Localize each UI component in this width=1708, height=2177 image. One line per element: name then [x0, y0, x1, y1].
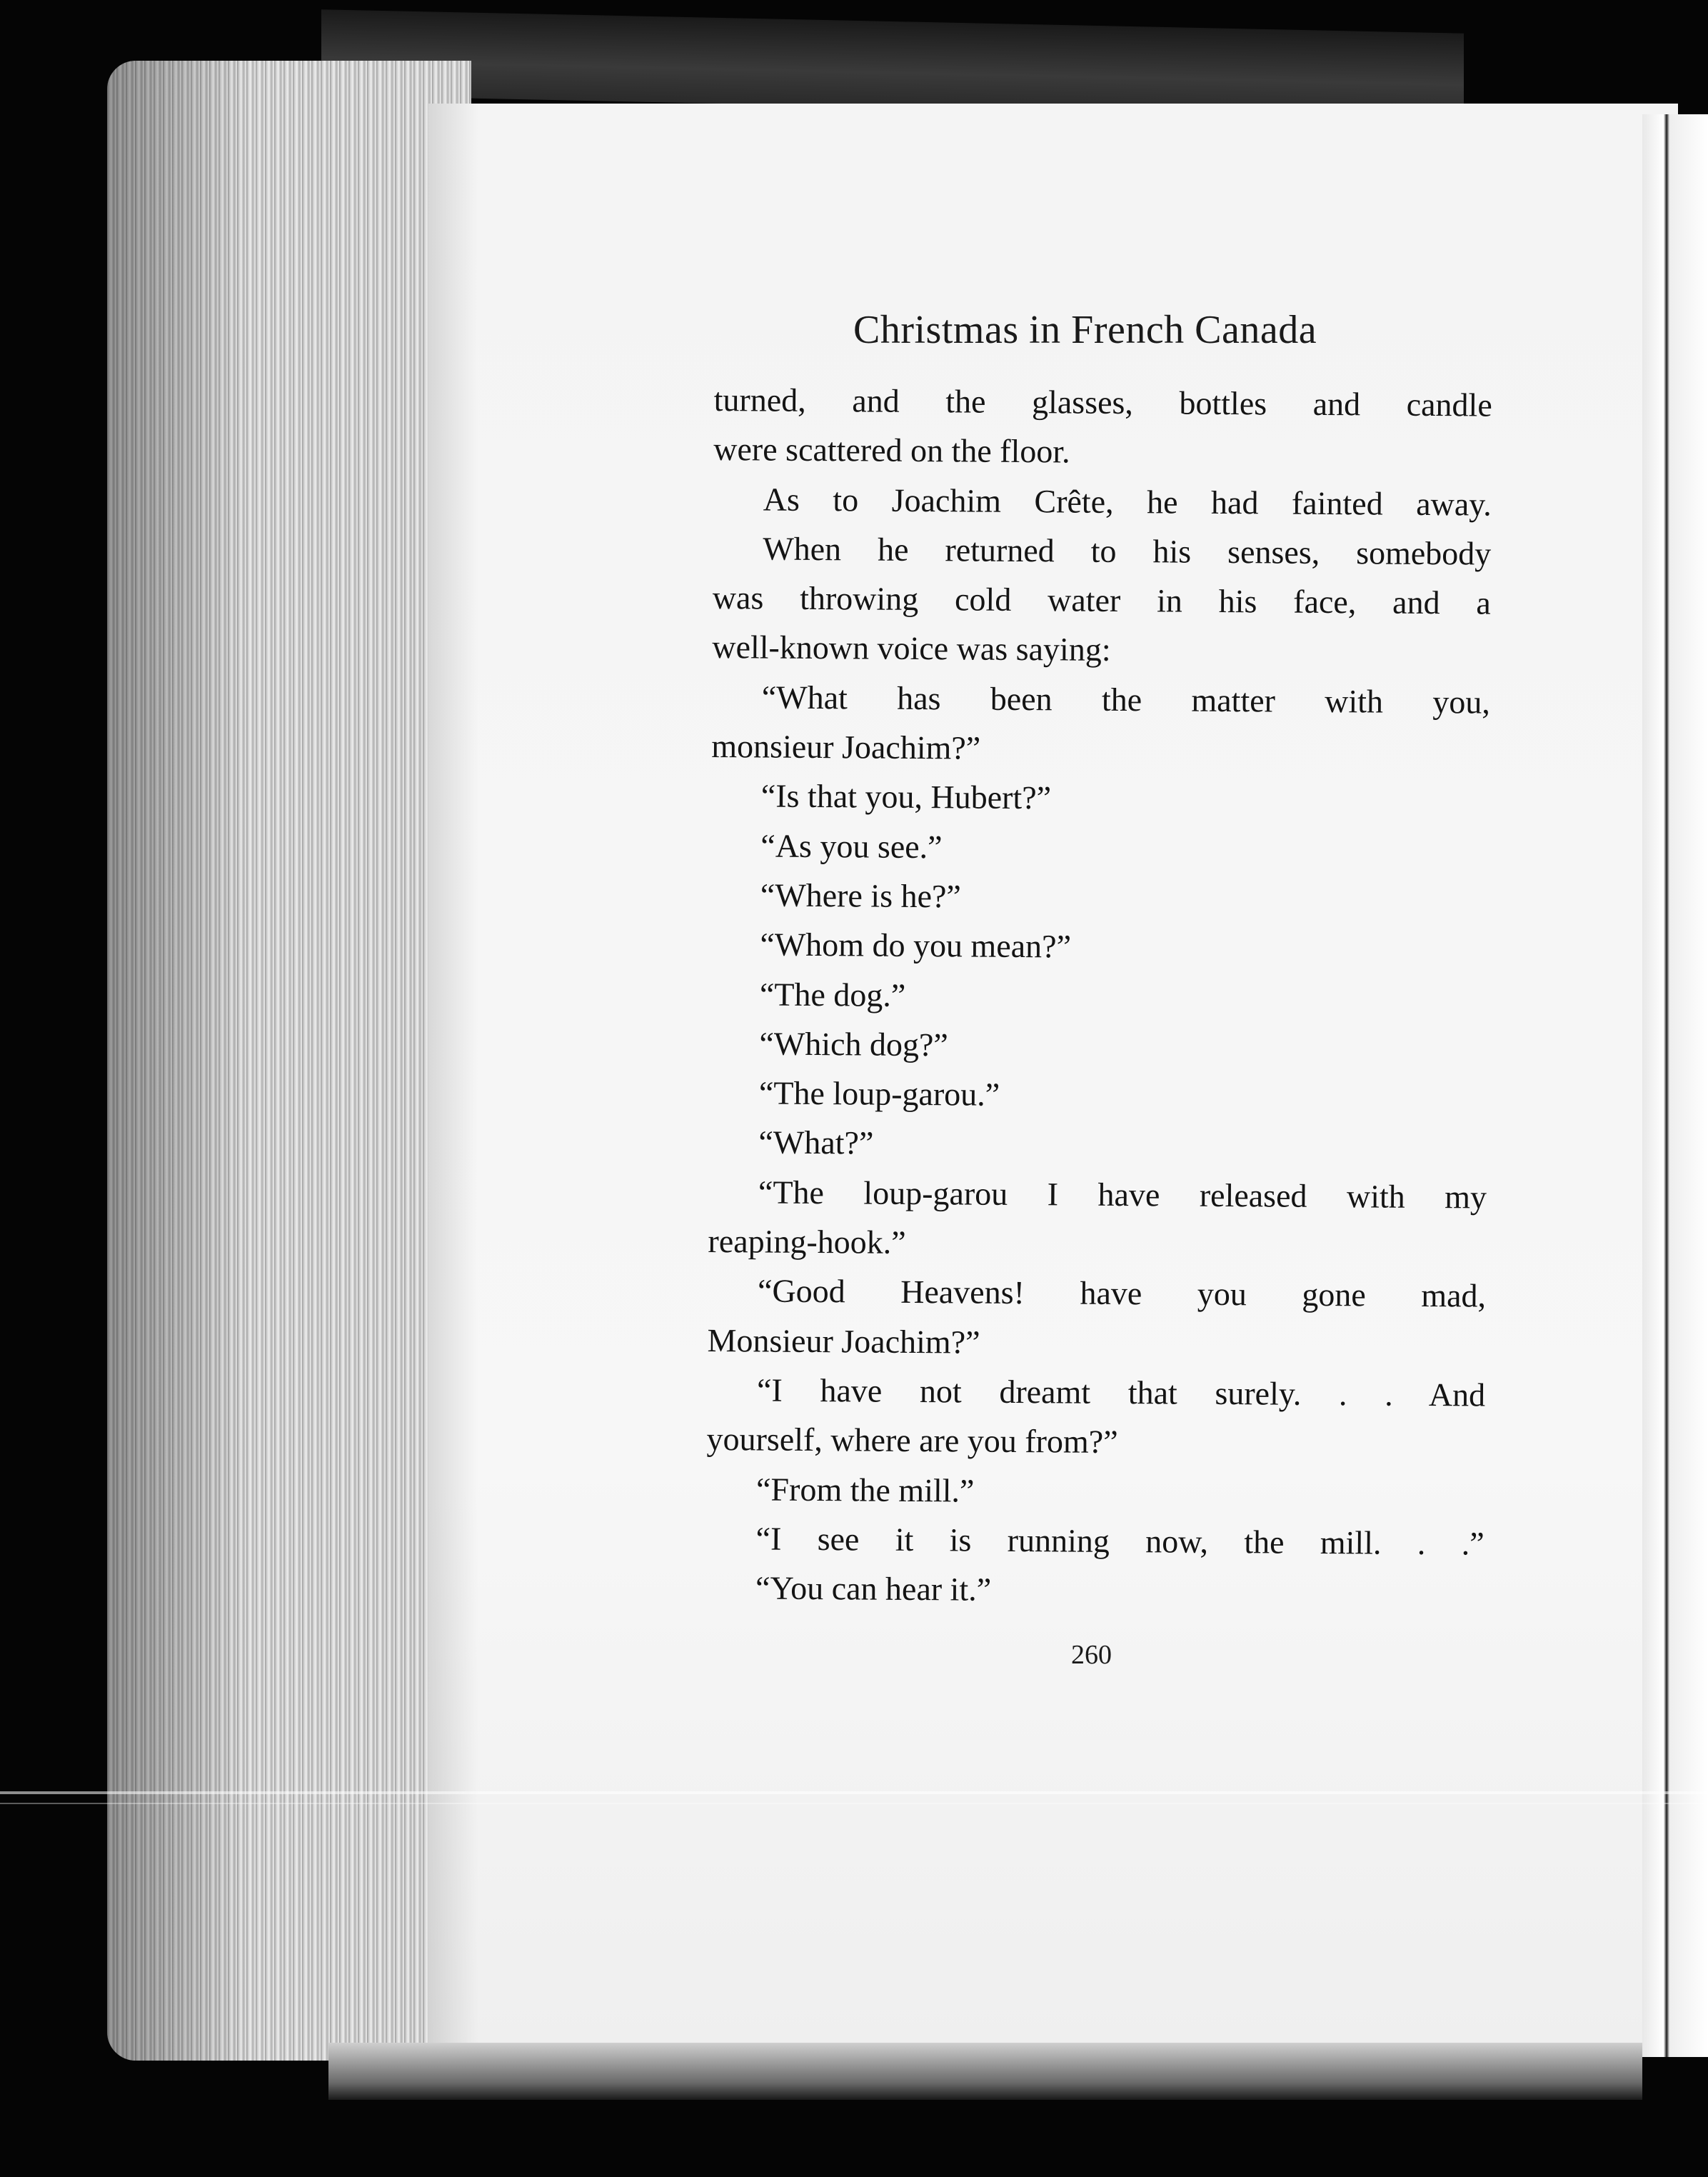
text-line: “Is that you, Hubert?” — [760, 777, 1052, 816]
text-line: “I have not dreamt that surely. . . And — [756, 1371, 1486, 1413]
text-line: was throwing cold water in his face, and a — [712, 579, 1491, 621]
text-line: “You can hear it.” — [755, 1569, 992, 1608]
text-line: monsieur Joachim?” — [711, 728, 981, 766]
text-line: “Which dog?” — [759, 1025, 949, 1064]
text-line: “Whom do you mean?” — [760, 926, 1072, 965]
text-line: “I see it is running now, the mill. . .” — [755, 1520, 1485, 1562]
page-number: 260 — [1071, 1640, 1112, 1670]
text-line: “What?” — [758, 1123, 874, 1162]
text-line: reaping-hook.” — [708, 1223, 906, 1261]
text-line: “Where is he?” — [760, 876, 962, 915]
body-text — [705, 375, 1492, 1618]
scan-artifact-line — [0, 1791, 1708, 1794]
text-line: Monsieur Joachim?” — [707, 1321, 980, 1361]
text-line: “The loup-garou I have released with my — [758, 1173, 1487, 1216]
page-stack-shadow — [107, 61, 250, 2061]
facing-page-edge — [1642, 114, 1708, 2057]
running-head: Christmas in French Canada — [853, 308, 1317, 352]
text-line: were scattered on the floor. — [713, 431, 1070, 470]
book-bottom-edge — [328, 2043, 1642, 2100]
page-gutter-shadow — [428, 104, 478, 2046]
text-line: When he returned to his senses, somebody — [763, 530, 1492, 572]
text-line: “From the mill.” — [755, 1470, 975, 1509]
text-line: yourself, where are you from?” — [706, 1421, 1118, 1461]
scan-artifact-line — [0, 1803, 1708, 1804]
text-line: “What has been the matter with you, — [761, 679, 1491, 721]
text-line: “As you see.” — [760, 827, 943, 865]
text-line: “The loup-garou.” — [758, 1074, 1000, 1113]
text-line: “The dog.” — [759, 976, 906, 1014]
text-line: turned, and the glasses, bottles and candle — [713, 381, 1492, 424]
text-line: well-known voice was saying: — [712, 629, 1111, 669]
book-top-edge — [321, 9, 1464, 119]
text-line: As to Joachim Crête, he had fainted away. — [763, 481, 1492, 523]
text-line: “Good Heavens! have you gone mad, — [757, 1272, 1487, 1314]
